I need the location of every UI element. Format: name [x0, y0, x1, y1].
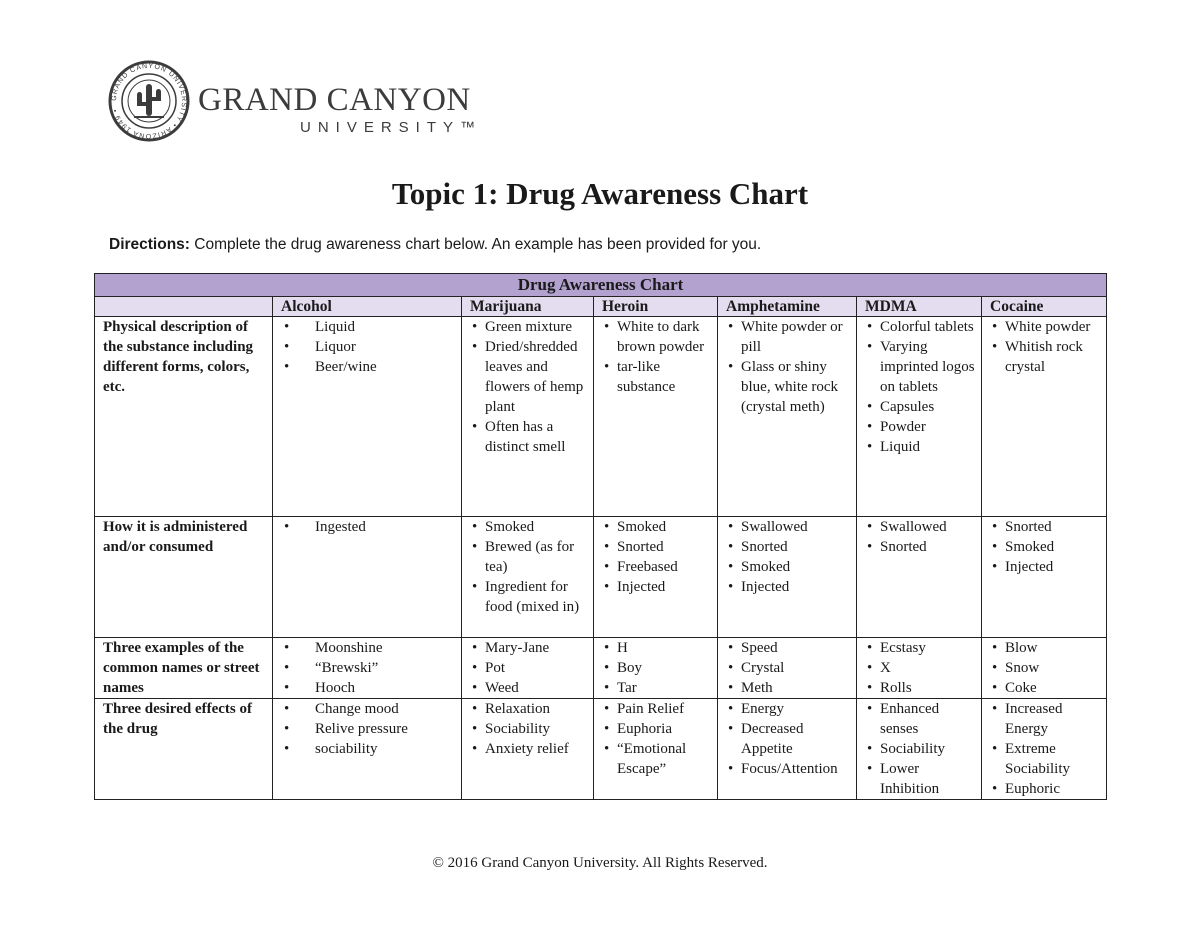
bullet-list — [726, 699, 852, 779]
list-item: • Green mixture — [470, 317, 589, 337]
university-seal-icon — [108, 60, 190, 142]
bullet-list — [990, 638, 1102, 698]
list-item: • Relaxation — [470, 699, 589, 719]
list-item: • sociability — [281, 739, 457, 759]
table-cell — [857, 317, 982, 517]
logo-wordmark: GRAND CANYON — [198, 82, 471, 118]
list-item: • Liquid — [865, 437, 977, 457]
list-item: • Change mood — [281, 699, 457, 719]
table-cell — [857, 638, 982, 699]
table-cell — [857, 517, 982, 638]
university-logo — [108, 60, 488, 142]
table-cell — [594, 317, 718, 517]
list-item: • Decreased Appetite — [726, 719, 852, 759]
list-item: • Boy — [602, 658, 713, 678]
list-item: • Often has a distinct smell — [470, 417, 589, 457]
table-cell — [982, 317, 1107, 517]
list-item: • Ecstasy — [865, 638, 977, 658]
list-item: • Speed — [726, 638, 852, 658]
list-item: • Weed — [470, 678, 589, 698]
list-item: • Smoked — [990, 537, 1102, 557]
list-item: • Sociability — [865, 739, 977, 759]
list-item: • Capsules — [865, 397, 977, 417]
bullet-list — [990, 699, 1102, 799]
bullet-list — [470, 317, 589, 457]
list-item: • Smoked — [470, 517, 589, 537]
table-cell — [594, 638, 718, 699]
directions-text: Complete the drug awareness chart below. An example has been provided for you. — [189, 236, 762, 253]
bullet-list — [281, 517, 457, 537]
list-item: • Ingested — [281, 517, 457, 537]
bullet-list — [281, 699, 457, 759]
list-item: • Liquid — [281, 317, 457, 337]
copyright-footer: © 2016 Grand Canyon University. All Rights Reserved. — [432, 855, 768, 871]
column-header: Heroin — [594, 297, 718, 317]
bullet-list — [726, 317, 852, 417]
list-item: • Euphoric — [990, 779, 1102, 799]
list-item: • Ingredient for food (mixed in) — [470, 577, 589, 617]
bullet-list — [281, 638, 457, 698]
list-item: • Injected — [726, 577, 852, 597]
list-item: • Varying imprinted logos on tablets — [865, 337, 977, 397]
table-cell — [273, 638, 462, 699]
table-cell — [273, 517, 462, 638]
column-header: Marijuana — [462, 297, 594, 317]
table-cell — [982, 699, 1107, 800]
list-item: • Rolls — [865, 678, 977, 698]
list-item: • Blow — [990, 638, 1102, 658]
bullet-list — [865, 517, 977, 557]
list-item: • “Brewski” — [281, 658, 457, 678]
list-item: • Smoked — [602, 517, 713, 537]
table-row — [95, 317, 1107, 517]
list-item: • Lower Inhibition — [865, 759, 977, 799]
column-header: Cocaine — [982, 297, 1107, 317]
list-item: • Injected — [602, 577, 713, 597]
bullet-list — [865, 638, 977, 698]
row-label: How it is administered and/or consumed — [95, 517, 273, 638]
list-item: • Mary-Jane — [470, 638, 589, 658]
bullet-list — [990, 317, 1102, 377]
list-item: • Pot — [470, 658, 589, 678]
table-cell — [462, 517, 594, 638]
table-cell — [462, 638, 594, 699]
list-item: • Anxiety relief — [470, 739, 589, 759]
table-cell — [462, 317, 594, 517]
table-cell — [718, 317, 857, 517]
column-header: MDMA — [857, 297, 982, 317]
list-item: • Energy — [726, 699, 852, 719]
row-label: Three desired effects of the drug — [95, 699, 273, 800]
list-item: • Freebased — [602, 557, 713, 577]
bullet-list — [602, 638, 713, 698]
list-item: • Focus/Attention — [726, 759, 852, 779]
list-item: • Glass or shiny blue, white rock (crystal meth) — [726, 357, 852, 417]
bullet-list — [726, 517, 852, 597]
list-item: • Euphoria — [602, 719, 713, 739]
table-cell — [273, 699, 462, 800]
drug-awareness-table — [94, 273, 1107, 800]
list-item: • Snorted — [865, 537, 977, 557]
bullet-list — [602, 517, 713, 597]
list-item: • White to dark brown powder — [602, 317, 713, 357]
list-item: • tar-like substance — [602, 357, 713, 397]
list-item: • “Emotional Escape” — [602, 739, 713, 779]
bullet-list — [990, 517, 1102, 577]
list-item: • Snorted — [726, 537, 852, 557]
table-row — [95, 699, 1107, 800]
table-cell — [718, 517, 857, 638]
table-cell — [982, 638, 1107, 699]
list-item: • Relive pressure — [281, 719, 457, 739]
table-caption: Drug Awareness Chart — [95, 274, 1107, 297]
list-item: • Moonshine — [281, 638, 457, 658]
table-cell — [718, 638, 857, 699]
bullet-list — [865, 317, 977, 457]
table-cell — [982, 517, 1107, 638]
list-item: • Hooch — [281, 678, 457, 698]
list-item: • Brewed (as for tea) — [470, 537, 589, 577]
list-item: • Snorted — [990, 517, 1102, 537]
table-cell — [273, 317, 462, 517]
page-title: Topic 1: Drug Awareness Chart — [391, 176, 809, 211]
list-item: • Tar — [602, 678, 713, 698]
list-item: • Pain Relief — [602, 699, 713, 719]
table-header-row — [95, 297, 1107, 317]
bullet-list — [602, 317, 713, 397]
table-row — [95, 517, 1107, 638]
column-header: Amphetamine — [718, 297, 857, 317]
svg-text:GRAND CANYON UNIVERSITY • ARIZ: GRAND CANYON UNIVERSITY • ARIZONA 1949 • — [110, 62, 188, 140]
list-item: • Whitish rock crystal — [990, 337, 1102, 377]
bullet-list — [602, 699, 713, 779]
bullet-list — [865, 699, 977, 799]
list-item: • Snow — [990, 658, 1102, 678]
directions-label: Directions: — [109, 236, 190, 253]
list-item: • H — [602, 638, 713, 658]
bullet-list — [470, 699, 589, 759]
list-item: • Swallowed — [726, 517, 852, 537]
list-item: • Powder — [865, 417, 977, 437]
list-item: • Enhanced senses — [865, 699, 977, 739]
bullet-list — [470, 517, 589, 617]
bullet-list — [281, 317, 457, 377]
list-item: • Smoked — [726, 557, 852, 577]
list-item: • Swallowed — [865, 517, 977, 537]
row-label: Physical description of the substance including different forms, colors, etc. — [95, 317, 273, 517]
table-cell — [594, 517, 718, 638]
list-item: • Dried/shredded leaves and flowers of hemp plant — [470, 337, 589, 417]
table-cell — [857, 699, 982, 800]
list-item: • Extreme Sociability — [990, 739, 1102, 779]
list-item: • Liquor — [281, 337, 457, 357]
row-label: Three examples of the common names or street names — [95, 638, 273, 699]
list-item: • White powder — [990, 317, 1102, 337]
list-item: • X — [865, 658, 977, 678]
list-item: • Snorted — [602, 537, 713, 557]
list-item: • Colorful tablets — [865, 317, 977, 337]
list-item: • Beer/wine — [281, 357, 457, 377]
list-item: • Sociability — [470, 719, 589, 739]
list-item: • Injected — [990, 557, 1102, 577]
bullet-list — [470, 638, 589, 698]
table-cell — [462, 699, 594, 800]
table-row — [95, 638, 1107, 699]
list-item: • Coke — [990, 678, 1102, 698]
header-corner — [95, 297, 273, 317]
list-item: • Meth — [726, 678, 852, 698]
list-item: • Crystal — [726, 658, 852, 678]
column-header: Alcohol — [273, 297, 462, 317]
list-item: • White powder or pill — [726, 317, 852, 357]
bullet-list — [726, 638, 852, 698]
logo-subtitle: UNIVERSITY™ — [300, 119, 483, 136]
list-item: • Increased Energy — [990, 699, 1102, 739]
table-cell — [594, 699, 718, 800]
table-cell — [718, 699, 857, 800]
directions — [109, 236, 761, 254]
